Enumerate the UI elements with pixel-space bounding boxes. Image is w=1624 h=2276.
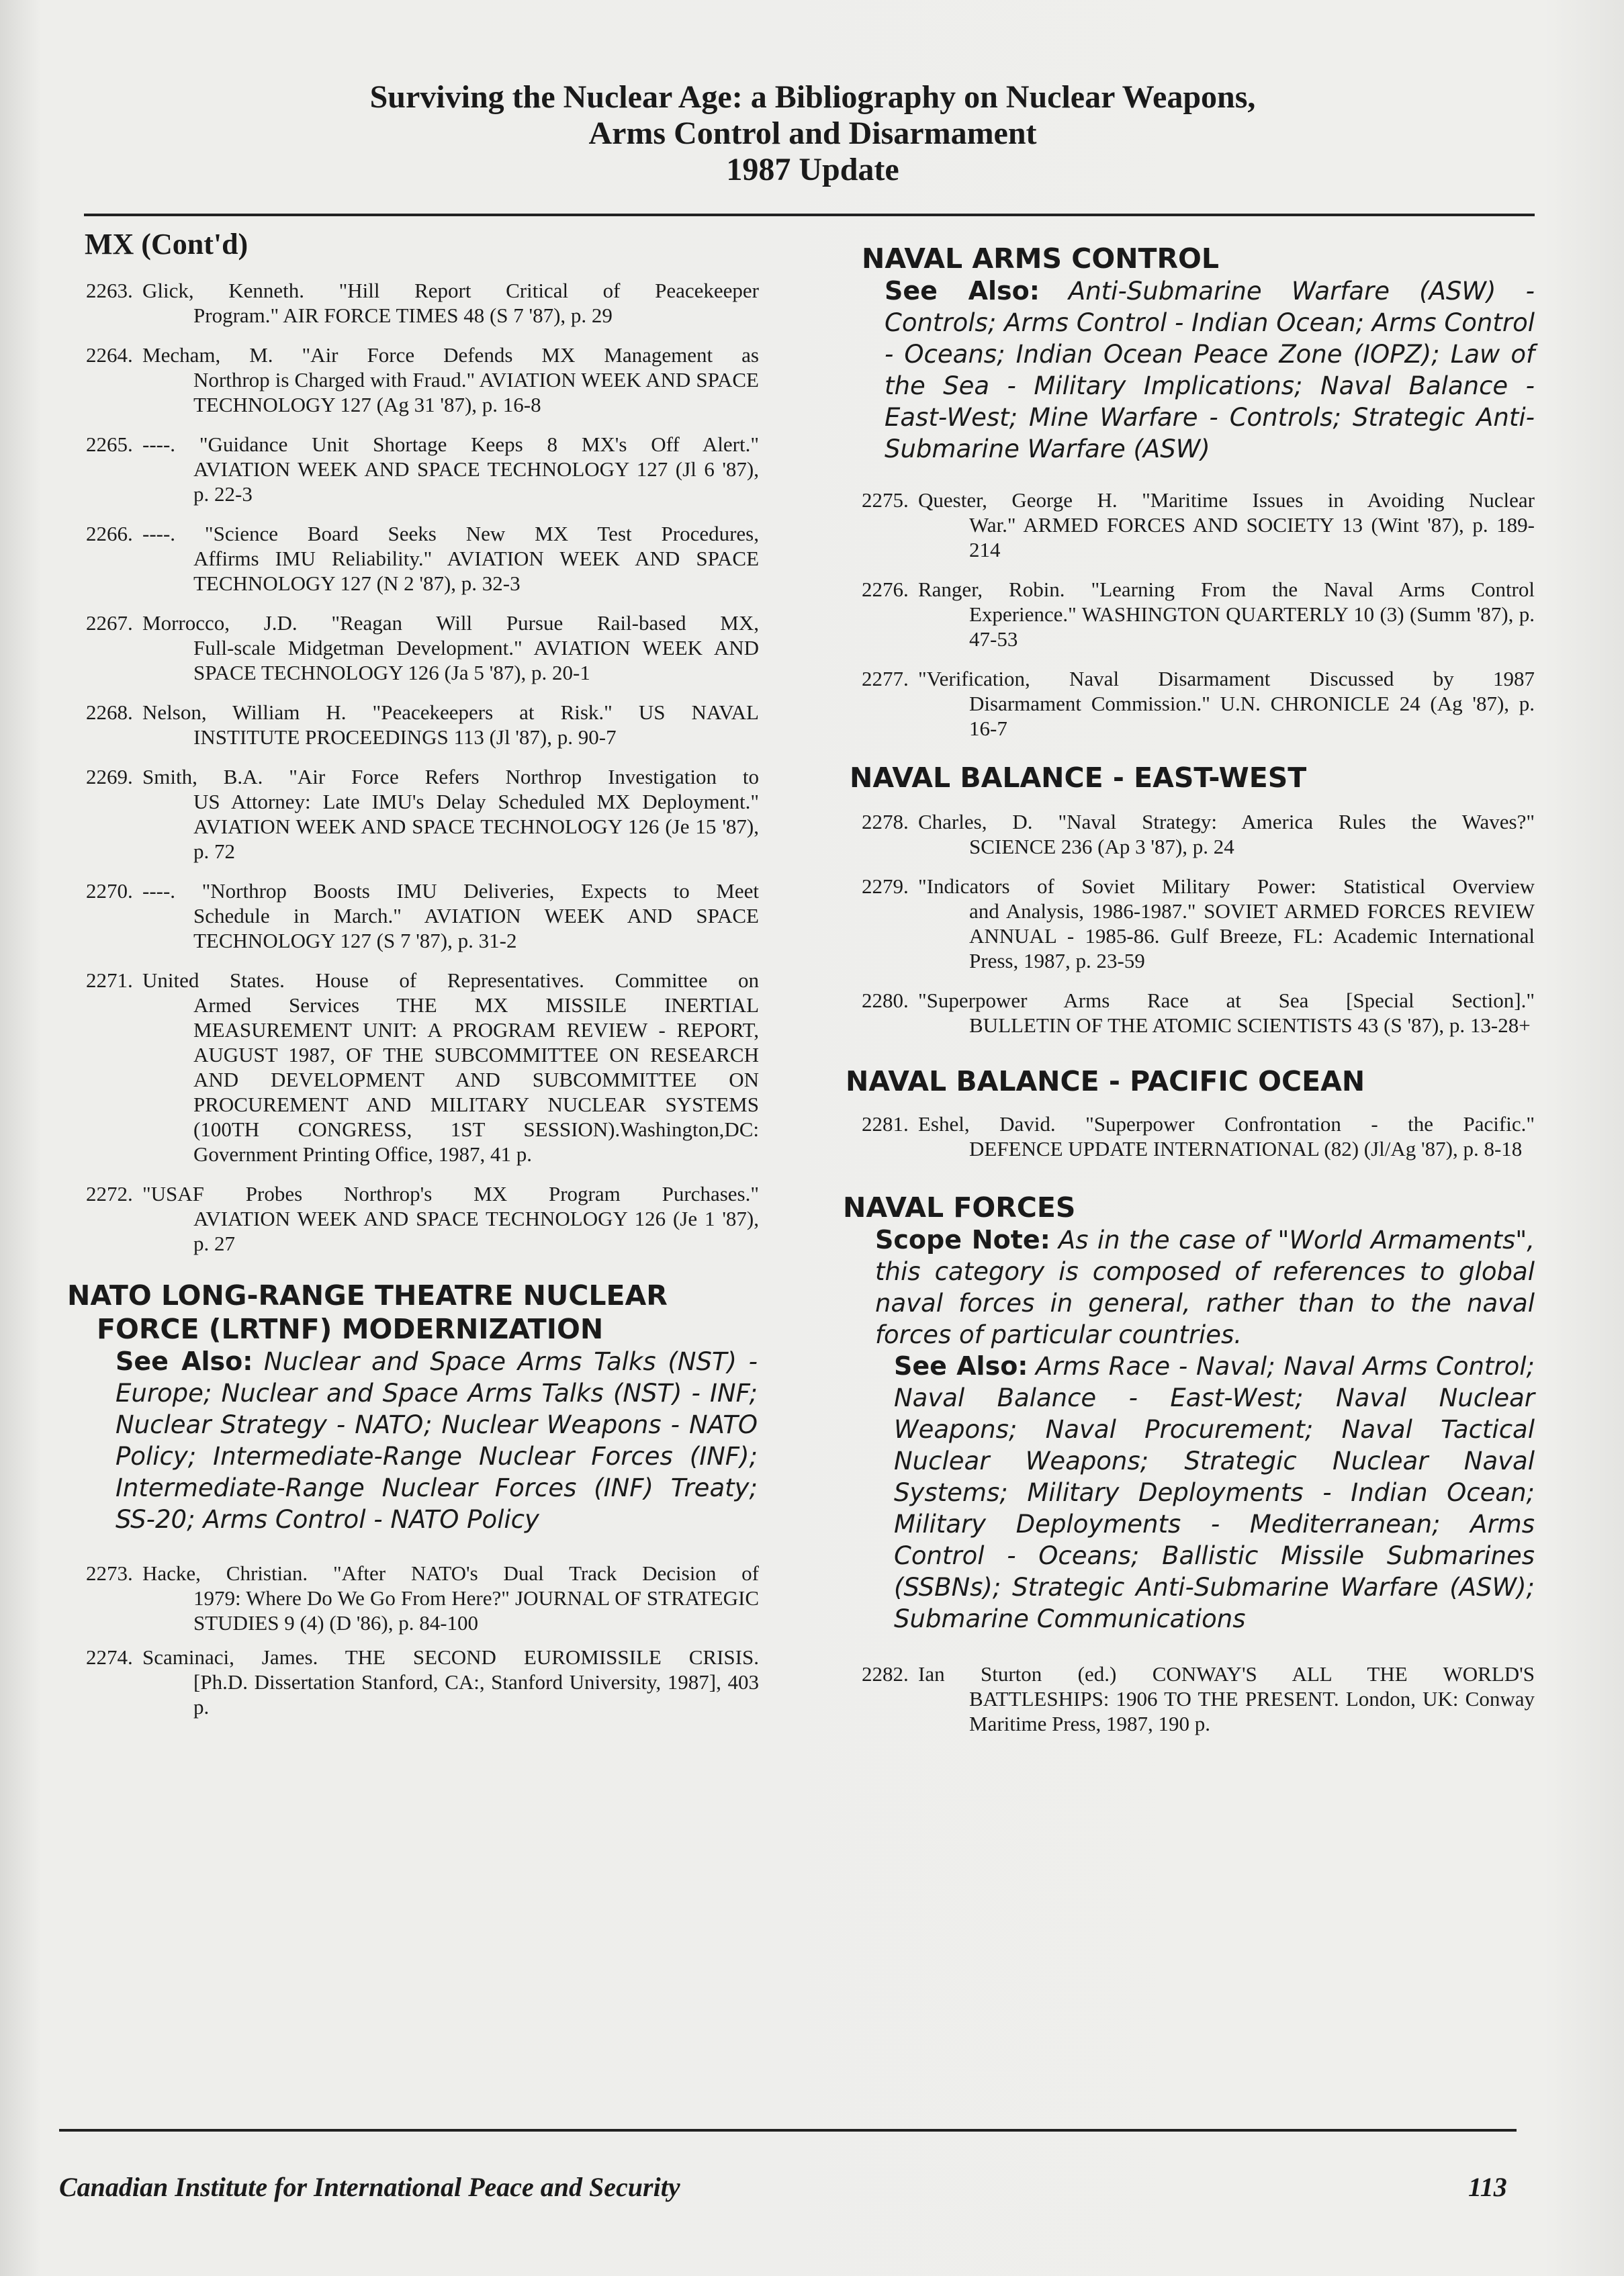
entry-first-line: "USAF Probes Northrop's MX Program Purchases." — [142, 1182, 759, 1205]
see-also-text: Arms Race - Naval; Naval Arms Control; Naval Balance - East-West; Naval Nuclear Weapons; Naval Procurement; Naval Tactical Nuclear Weapons; Strategic Nuclear Naval Systems; Military Deployments - Indian Ocean; Military Deployments - Mediterranean; Arms Control - Oceans; Ballistic Missile Submarines (SSBNs); Strategic Anti-Submarine Warfare (ASW); Submarine Communications — [894, 1352, 1535, 1633]
see-also-naval-forces — [894, 1351, 1535, 1635]
bibliography-entry — [843, 666, 1535, 741]
bibliography-entry — [67, 700, 759, 749]
entry-first-line: Quester, George H. "Maritime Issues in Avoiding Nuclear — [918, 488, 1535, 512]
bibliography-entry — [843, 874, 1535, 973]
entry-first-line: Eshel, David. "Superpower Confrontation - the Pacific." — [918, 1112, 1535, 1136]
bibliography-entry — [843, 809, 1535, 859]
entries-nato — [67, 1561, 759, 1719]
entry-number: 2273. — [86, 1561, 133, 1585]
entry-number: 2264. — [86, 343, 133, 367]
entries-naval-balance-pacific — [843, 1111, 1535, 1161]
entry-continuation: Northrop is Charged with Fraud." AVIATION WEEK AND SPACE TECHNOLOGY 127 (Ag 31 '87), p. 16-8 — [193, 368, 759, 416]
scope-note-label: Scope Note: — [875, 1225, 1050, 1255]
entry-number: 2265. — [86, 433, 133, 456]
entry-continuation: BULLETIN OF THE ATOMIC SCIENTISTS 43 (S '87), p. 13-28+ — [969, 1013, 1531, 1037]
entry-number: 2266. — [86, 522, 133, 545]
bibliography-entry — [843, 1111, 1535, 1161]
bibliography-entry — [67, 521, 759, 596]
bibliography-entry — [843, 1662, 1535, 1736]
bibliography-entry — [843, 488, 1535, 562]
entry-continuation: AVIATION WEEK AND SPACE TECHNOLOGY 127 (Jl 6 '87), p. 22-3 — [193, 457, 759, 506]
entry-first-line: Hacke, Christian. "After NATO's Dual Track Decision of — [142, 1561, 759, 1585]
footer-institute: Canadian Institute for International Peace and Security — [59, 2172, 680, 2202]
entry-first-line: Ian Sturton (ed.) CONWAY'S ALL THE WORLD'S — [918, 1662, 1535, 1686]
entry-continuation: 1979: Where Do We Go From Here?" JOURNAL OF STRATEGIC STUDIES 9 (4) (D '86), p. 84-100 — [193, 1586, 759, 1635]
entry-number: 2270. — [86, 879, 133, 903]
section-heading-naval-arms-control: NAVAL ARMS CONTROL — [862, 242, 1220, 275]
entry-continuation: DEFENCE UPDATE INTERNATIONAL (82) (Jl/Ag '87), p. 8-18 — [969, 1137, 1523, 1160]
entry-number: 2277. — [862, 667, 909, 690]
section-heading-naval-balance-pacific: NAVAL BALANCE - PACIFIC OCEAN — [846, 1065, 1365, 1097]
bibliography-entry — [843, 577, 1535, 651]
see-also-nato — [116, 1346, 758, 1535]
entry-continuation: Experience." WASHINGTON QUARTERLY 10 (3) (Summ '87), p. 47-53 — [969, 602, 1535, 651]
entry-first-line: Morrocco, J.D. "Reagan Will Pursue Rail-based MX, — [142, 611, 759, 635]
bibliography-entry — [67, 610, 759, 685]
entry-number: 2279. — [862, 874, 909, 898]
section-heading-mx: MX (Cont'd) — [85, 228, 249, 261]
entry-number: 2280. — [862, 989, 909, 1012]
entry-first-line: Scaminaci, James. THE SECOND EUROMISSILE CRISIS. — [142, 1645, 759, 1669]
entry-number: 2276. — [862, 578, 909, 601]
entry-first-line: Glick, Kenneth. "Hill Report Critical of Peacekeeper — [142, 279, 759, 302]
section-heading-naval-forces: NAVAL FORCES — [843, 1191, 1076, 1224]
bibliography-entry — [67, 1561, 759, 1635]
entry-first-line: Charles, D. "Naval Strategy: America Rules the Waves?" — [918, 810, 1535, 833]
entry-first-line: "Superpower Arms Race at Sea [Special Section]." — [918, 989, 1535, 1012]
entry-number: 2274. — [86, 1645, 133, 1669]
section-heading-naval-balance-east-west: NAVAL BALANCE - EAST-WEST — [850, 762, 1307, 794]
right-column — [843, 228, 1535, 1736]
entry-continuation: Affirms IMU Reliability." AVIATION WEEK AND SPACE TECHNOLOGY 127 (N 2 '87), p. 32-3 — [193, 547, 759, 595]
bibliography-entry — [843, 988, 1535, 1038]
entry-first-line: ----. "Science Board Seeks New MX Test Procedures, — [142, 522, 759, 545]
bibliography-entry — [67, 343, 759, 417]
entry-first-line: "Verification, Naval Disarmament Discussed by 1987 — [918, 667, 1535, 690]
header-title-line-1: Surviving the Nuclear Age: a Bibliography on Nuclear Weapons, — [369, 79, 1256, 115]
entry-first-line: United States. House of Representatives. Committee on — [142, 968, 759, 992]
see-also-text: Anti-Submarine Warfare (ASW) - Controls; Arms Control - Indian Ocean; Arms Control - Oceans; Indian Ocean Peace Zone (IOPZ); Law of the Sea - Military Implications; Naval Balance - East-West; Mine Warfare - Controls; Strategic Anti-Submarine Warfare (ASW) — [885, 277, 1535, 463]
bibliography-entry — [67, 968, 759, 1167]
entry-number: 2275. — [862, 488, 909, 512]
header-title-line-2: Arms Control and Disarmament — [588, 116, 1037, 151]
scope-note-text: As in the case of "World Armaments", this category is composed of references to global naval forces in general, rather than to the naval forces of particular countries. — [875, 1226, 1535, 1349]
entry-continuation: US Attorney: Late IMU's Delay Scheduled MX Deployment." AVIATION WEEK AND SPACE TECHNOLOGY 126 (Je 15 '87), p. 72 — [193, 790, 759, 863]
footer-rule — [59, 2129, 1517, 2132]
entry-first-line: Mecham, M. "Air Force Defends MX Management as — [142, 343, 759, 367]
entry-first-line: "Indicators of Soviet Military Power: Statistical Overview — [918, 874, 1535, 898]
see-also-label: See Also: — [885, 276, 1040, 306]
entry-first-line: Ranger, Robin. "Learning From the Naval Arms Control — [918, 578, 1535, 601]
see-also-text: Nuclear and Space Arms Talks (NST) - Europe; Nuclear and Space Arms Talks (NST) - INF; Nuclear Strategy - NATO; Nuclear Weapons - NATO Policy; Intermediate-Range Nuclear Forces (INF); Intermediate-Range Nuclear Forces (INF) Treaty; SS-20; Arms Control - NATO Policy — [116, 1347, 758, 1534]
entry-number: 2281. — [862, 1112, 909, 1136]
section-heading-nato-line-2: FORCE (LRTNF) MODERNIZATION — [97, 1313, 604, 1345]
entry-continuation: AVIATION WEEK AND SPACE TECHNOLOGY 126 (Je 1 '87), p. 27 — [193, 1207, 759, 1255]
entry-first-line: ----. "Guidance Unit Shortage Keeps 8 MX's Off Alert." — [142, 433, 759, 456]
entry-number: 2271. — [86, 968, 133, 992]
bibliography-entry — [67, 878, 759, 953]
entry-number: 2278. — [862, 810, 909, 833]
entry-first-line: Nelson, William H. "Peacekeepers at Risk." US NAVAL — [142, 700, 759, 724]
see-also-label: See Also: — [116, 1347, 253, 1376]
scope-note-naval-forces — [875, 1224, 1535, 1351]
entries-mx — [67, 278, 759, 1256]
entry-continuation: INSTITUTE PROCEEDINGS 113 (Jl '87), p. 90-7 — [193, 725, 617, 749]
entry-continuation: Program." AIR FORCE TIMES 48 (S 7 '87), p. 29 — [193, 304, 613, 327]
entry-number: 2272. — [86, 1182, 133, 1205]
bibliography-entry — [67, 764, 759, 864]
header-rule — [84, 214, 1535, 216]
entry-number: 2263. — [86, 279, 133, 302]
bibliography-entry — [67, 432, 759, 506]
page-header — [81, 79, 1545, 188]
bibliography-entry — [67, 1181, 759, 1256]
entry-number: 2267. — [86, 611, 133, 635]
bibliography-entry — [67, 1645, 759, 1719]
entry-first-line: Smith, B.A. "Air Force Refers Northrop Investigation to — [142, 765, 759, 788]
entry-continuation: Full-scale Midgetman Development." AVIATION WEEK AND SPACE TECHNOLOGY 126 (Ja 5 '87), p. 20-1 — [193, 636, 759, 684]
header-title-line-3: 1987 Update — [726, 152, 899, 187]
entry-continuation: [Ph.D. Dissertation Stanford, CA:, Stanford University, 1987], 403 p. — [193, 1670, 759, 1719]
entry-continuation: SCIENCE 236 (Ap 3 '87), p. 24 — [969, 835, 1234, 858]
entry-continuation: Armed Services THE MX MISSILE INERTIAL MEASUREMENT UNIT: A PROGRAM REVIEW - REPORT, AUGUST 1987, OF THE SUBCOMMITTEE ON RESEARCH AND DEVELOPMENT AND SUBCOMMITTEE ON PROCUREMENT AND MILITARY NUCLEAR SYSTEMS (100TH CONGRESS, 1ST SESSION).Washington,DC: Government Printing Office, 1987, 41 p. — [193, 993, 759, 1166]
entry-number: 2269. — [86, 765, 133, 788]
entries-naval-arms-control — [843, 488, 1535, 741]
entry-number: 2268. — [86, 700, 133, 724]
entry-continuation: War." ARMED FORCES AND SOCIETY 13 (Wint '87), p. 189-214 — [969, 513, 1535, 561]
entry-continuation: Schedule in March." AVIATION WEEK AND SPACE TECHNOLOGY 127 (S 7 '87), p. 31-2 — [193, 904, 759, 952]
section-nato — [67, 1279, 759, 1535]
page-number: 113 — [1468, 2172, 1507, 2202]
entry-first-line: ----. "Northrop Boosts IMU Deliveries, Expects to Meet — [142, 879, 759, 903]
left-column — [67, 228, 759, 1719]
entry-continuation: and Analysis, 1986-1987." SOVIET ARMED FORCES REVIEW ANNUAL - 1985-86. Gulf Breeze, FL: Academic International Press, 1987, p. 23-59 — [969, 899, 1535, 972]
entries-naval-forces — [843, 1662, 1535, 1736]
bibliography-entry — [67, 278, 759, 328]
see-also-label: See Also: — [894, 1351, 1028, 1381]
section-heading-nato-line-1: NATO LONG-RANGE THEATRE NUCLEAR — [67, 1279, 668, 1312]
see-also-naval-arms-control — [885, 275, 1535, 465]
entry-number: 2282. — [862, 1662, 909, 1686]
entry-continuation: BATTLESHIPS: 1906 TO THE PRESENT. London, UK: Conway Maritime Press, 1987, 190 p. — [969, 1687, 1535, 1735]
entries-naval-balance-east-west — [843, 809, 1535, 1038]
entry-continuation: Disarmament Commission." U.N. CHRONICLE 24 (Ag '87), p. 16-7 — [969, 692, 1535, 740]
